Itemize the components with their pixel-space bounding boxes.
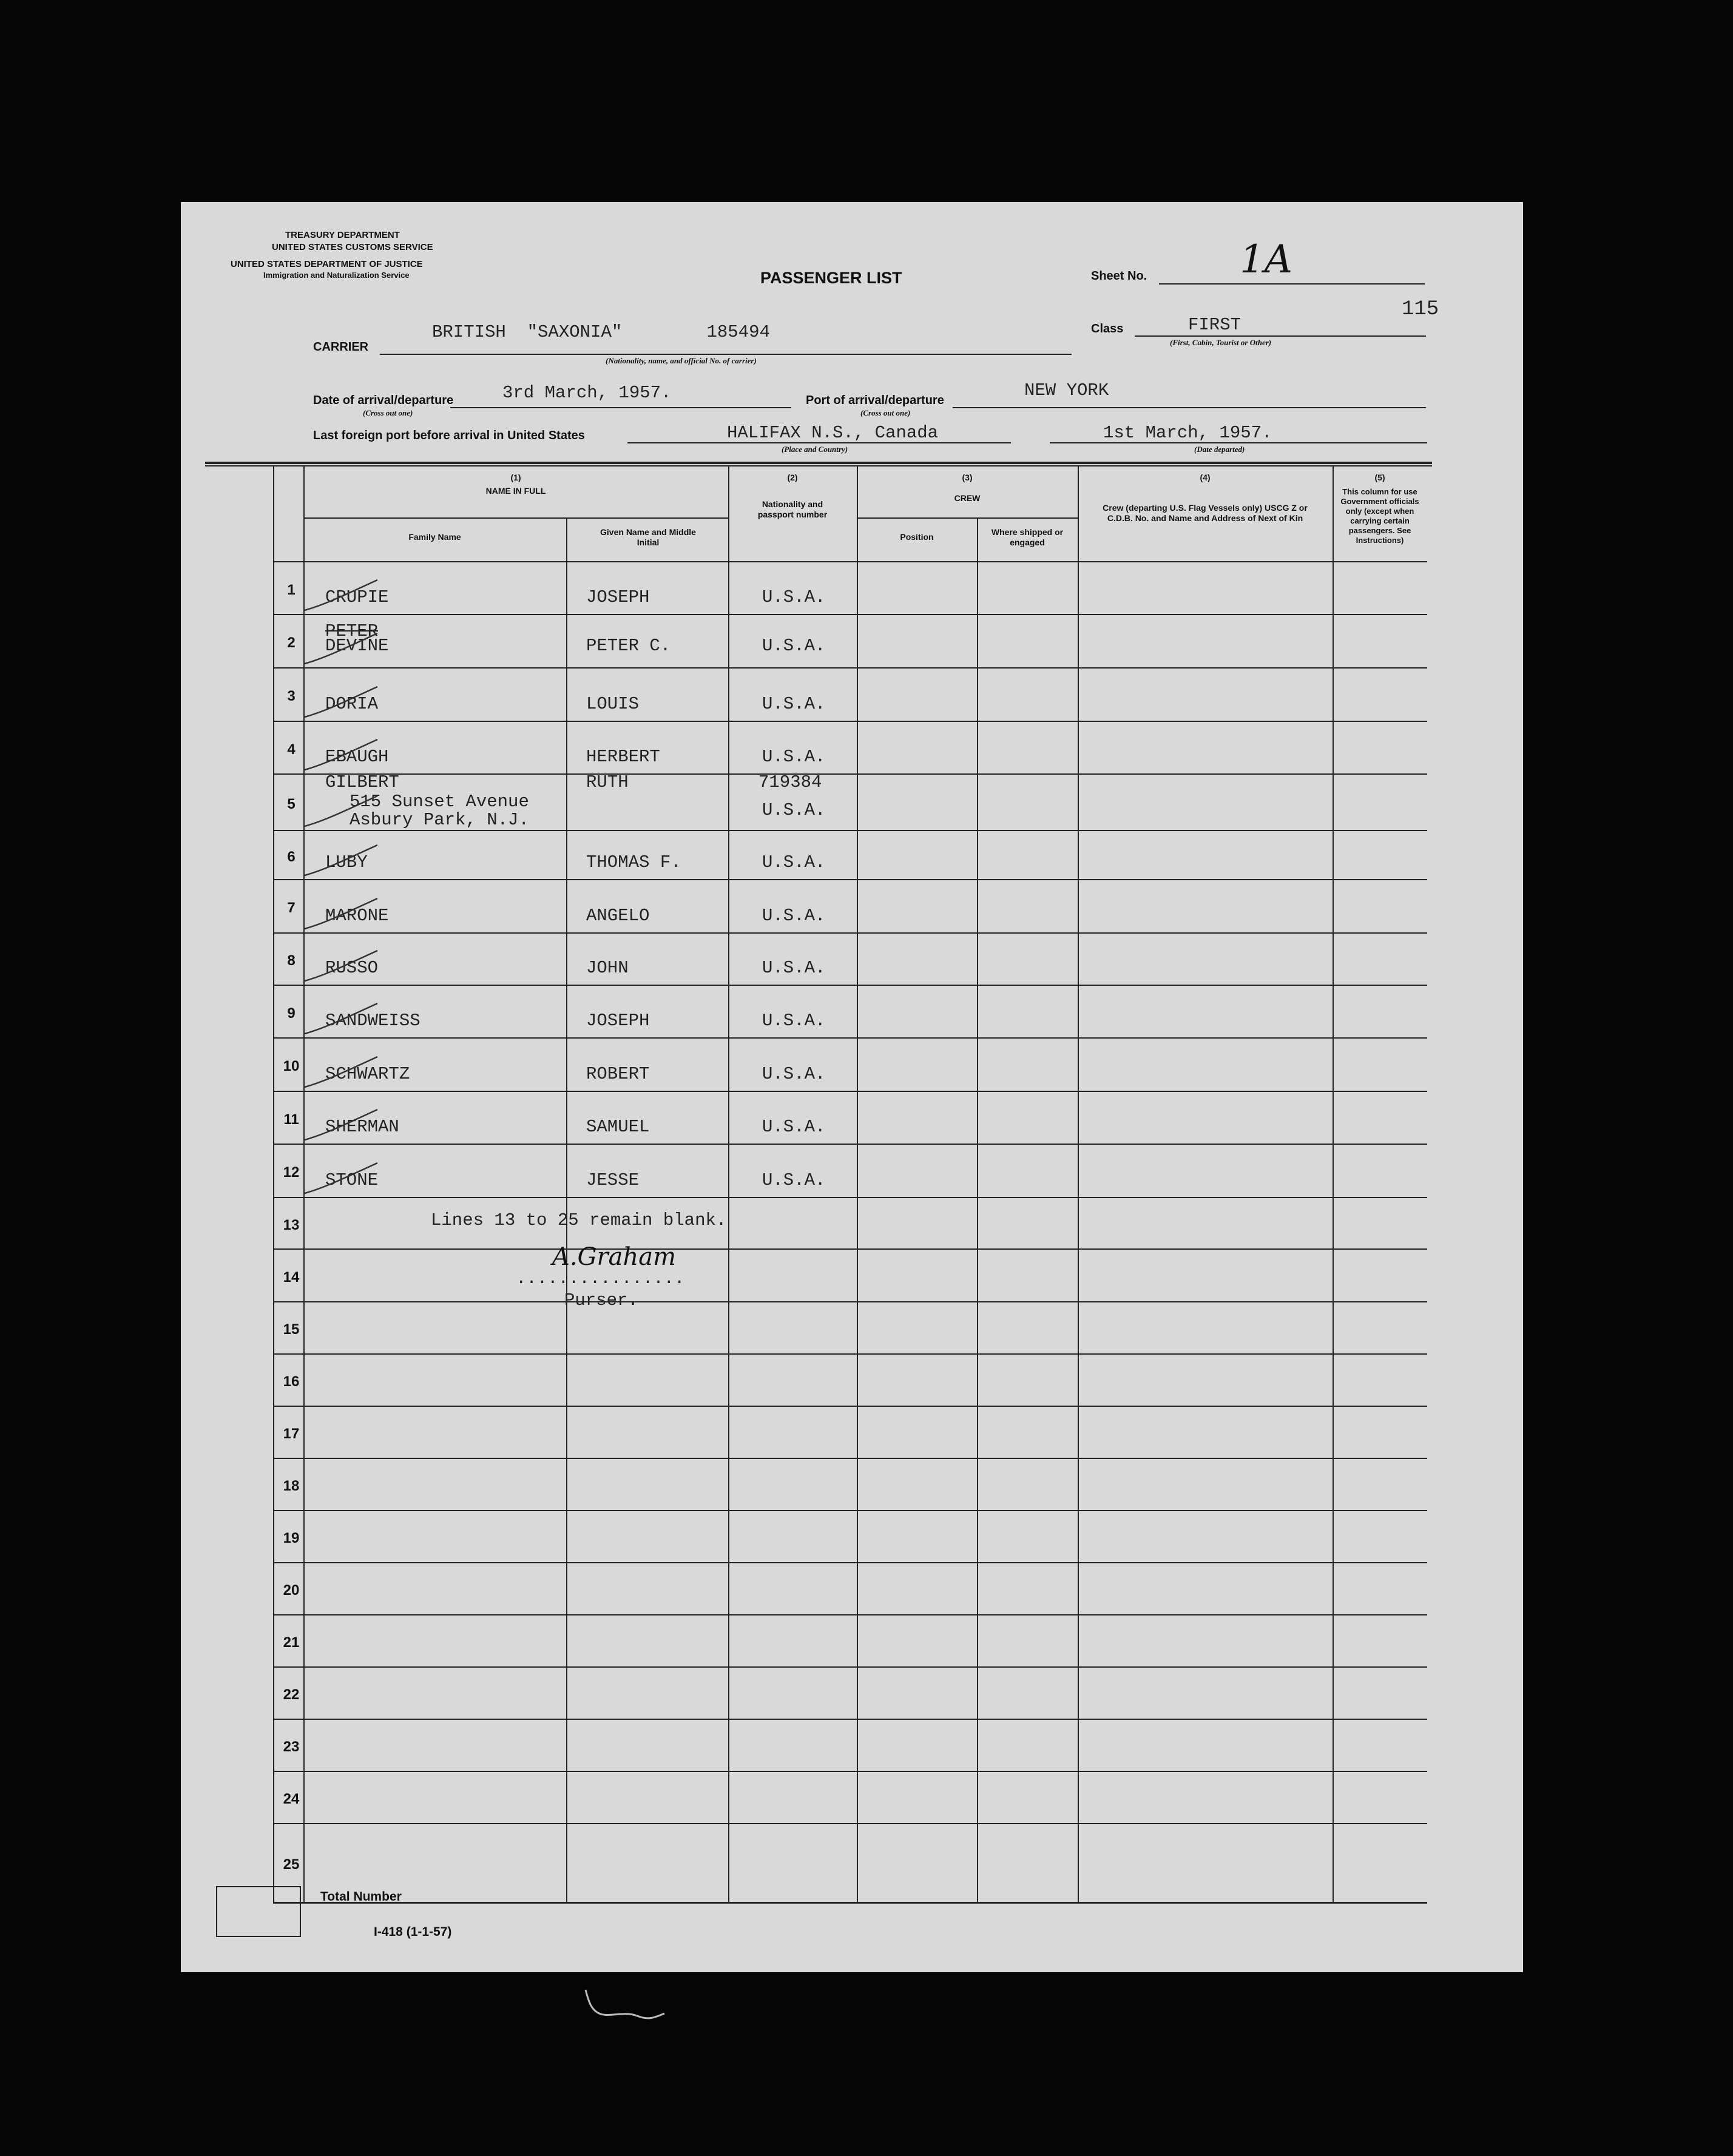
last-port-caption: (Place and Country) [782, 445, 848, 454]
date-departed-caption: (Date departed) [1194, 445, 1245, 454]
row-number: 4 [287, 741, 296, 758]
col5-number: (5) [1374, 473, 1385, 482]
address-line-2: Asbury Park, N.J. [350, 810, 529, 830]
family-name: EBAUGH [325, 747, 389, 767]
date-arrival-value: 3rd March, 1957. [502, 383, 672, 403]
given-name: ROBERT [586, 1064, 650, 1084]
form-title: PASSENGER LIST [760, 269, 902, 287]
row-number: 22 [283, 1686, 300, 1703]
given-name: LOUIS [586, 694, 640, 714]
col5-title: This column for use Government officials only (except when carrying certain passengers. See Instructions) [1340, 487, 1419, 545]
col3-number: (3) [962, 473, 973, 482]
port-label: Port of arrival/departure [806, 394, 944, 407]
row-rule [273, 614, 1427, 615]
family-name: GILBERT [325, 772, 399, 792]
row-number: 6 [287, 848, 296, 865]
port-line [953, 407, 1426, 408]
row-rule [273, 1902, 1427, 1903]
agency-line-1: TREASURY DEPARTMENT [285, 230, 400, 240]
row-rule [273, 1458, 1427, 1459]
carrier-value: BRITISH "SAXONIA" 185494 [432, 322, 770, 342]
row-number: 1 [287, 582, 296, 598]
row-number: 21 [283, 1634, 300, 1651]
total-number-label: Total Number [320, 1890, 402, 1904]
carrier-label: CARRIER [313, 340, 369, 354]
passenger-list-sheet [181, 202, 1523, 1972]
col2-number: (2) [787, 473, 798, 482]
row-rule [273, 1666, 1427, 1668]
nationality: U.S.A. [762, 587, 826, 607]
page-number: 115 [1402, 298, 1439, 321]
carrier-line [380, 354, 1072, 355]
row-rule [273, 773, 1427, 775]
col3-divider [857, 467, 858, 1902]
nationality: U.S.A. [762, 636, 826, 656]
row-rule [273, 985, 1427, 986]
given-name: ANGELO [586, 906, 650, 926]
family-name: SANDWEISS [325, 1011, 421, 1031]
col5-divider [1333, 467, 1334, 1902]
last-port-value: HALIFAX N.S., Canada [727, 423, 939, 443]
row-rule [273, 830, 1427, 831]
given-name: SAMUEL [586, 1117, 650, 1137]
family-given-divider [566, 517, 567, 1902]
family-name: RUSSO [325, 958, 379, 978]
check-slash-mark [302, 578, 381, 614]
row-rule [273, 1823, 1427, 1824]
carrier-caption: (Nationality, name, and official No. of carrier) [606, 356, 757, 365]
row-number: 17 [283, 1426, 300, 1442]
nationality: U.S.A. [762, 1011, 826, 1031]
row-number: 8 [287, 952, 296, 969]
col3-title: CREW [954, 493, 981, 503]
row-rule [273, 1353, 1427, 1355]
port-caption: (Cross out one) [860, 408, 911, 417]
agency-line-2: UNITED STATES CUSTOMS SERVICE [272, 242, 433, 252]
col1-title: NAME IN FULL [485, 486, 546, 496]
class-label: Class [1091, 322, 1124, 335]
row-number: 2 [287, 635, 296, 651]
port-value: NEW YORK [1024, 380, 1109, 400]
check-slash-mark [302, 896, 381, 932]
sheet-no-value: 1A [1240, 237, 1292, 282]
date-arrival-caption: (Cross out one) [363, 408, 413, 417]
row-rule [273, 1091, 1427, 1092]
given-name: PETER C. [586, 636, 671, 656]
row-number: 16 [283, 1373, 300, 1390]
nationality: U.S.A. [762, 906, 826, 926]
class-line [1135, 335, 1426, 337]
family-name: SCHWARTZ [325, 1064, 410, 1084]
nationality: U.S.A. [762, 747, 826, 767]
class-value: FIRST [1188, 315, 1241, 335]
row-rule [273, 1197, 1427, 1198]
col3-position-header: Position [900, 532, 934, 542]
row-rule [273, 1562, 1427, 1563]
sheet-no-line [1159, 283, 1425, 285]
last-port-label: Last foreign port before arrival in United States [313, 429, 585, 442]
row-rule [273, 721, 1427, 722]
agency-line-4: Immigration and Naturalization Service [263, 271, 410, 280]
date-arrival-label: Date of arrival/departure [313, 394, 454, 407]
sheet-no-label: Sheet No. [1091, 269, 1147, 283]
col4-number: (4) [1200, 473, 1211, 482]
row-rule [273, 1510, 1427, 1511]
row-number: 23 [283, 1739, 300, 1755]
family-name: SHERMAN [325, 1117, 399, 1137]
nationality: U.S.A. [762, 1170, 826, 1190]
row-rule [273, 1614, 1427, 1615]
header-bottom-rule [273, 561, 1427, 562]
crew-position-divider [977, 517, 978, 1902]
row-number: 12 [283, 1164, 300, 1181]
col3-where-header: Where shipped or engaged [991, 527, 1064, 547]
given-name: THOMAS F. [586, 852, 681, 872]
col1-given-header: Given Name and Middle Initial [600, 527, 696, 547]
check-slash-mark [302, 1001, 381, 1037]
row-number: 3 [287, 688, 296, 704]
family-name: CRUPIE [325, 587, 389, 607]
row-rule [273, 1037, 1427, 1039]
given-name: RUTH [586, 772, 629, 792]
nationality: U.S.A. [762, 1064, 826, 1084]
row-rule [273, 1406, 1427, 1407]
last-port-line [627, 442, 1011, 443]
total-number-box [216, 1886, 301, 1937]
row-number: 18 [283, 1478, 300, 1494]
row-rule [273, 932, 1427, 934]
nationality: U.S.A. [762, 694, 826, 714]
row-number: 15 [283, 1321, 300, 1338]
check-slash-mark [302, 1161, 381, 1197]
class-caption: (First, Cabin, Tourist or Other) [1170, 338, 1272, 347]
row-rule [273, 667, 1427, 669]
given-name: HERBERT [586, 747, 660, 767]
row-number: 9 [287, 1005, 296, 1022]
subheader-rule-col3 [857, 517, 1078, 519]
table-left-border [273, 467, 274, 1902]
check-slash-mark [302, 1054, 381, 1091]
family-name: LUBY [325, 852, 368, 872]
col2-title: Nationality and passport number [757, 499, 828, 519]
row-number: 24 [283, 1791, 300, 1807]
given-name: JOHN [586, 958, 629, 978]
row-number: 10 [283, 1058, 300, 1074]
address-line-1: 515 Sunset Avenue [350, 792, 529, 812]
row-number: 25 [283, 1856, 300, 1873]
row-number: 14 [283, 1268, 300, 1285]
row-number: 20 [283, 1582, 300, 1598]
row-number: 11 [283, 1111, 299, 1128]
row-rule [273, 1771, 1427, 1772]
scribble-mark [583, 1987, 667, 2023]
check-slash-mark [302, 843, 381, 879]
table-top-rule-2 [205, 465, 1432, 467]
row-number: 13 [283, 1216, 300, 1233]
purser-title: Purser. [564, 1290, 638, 1310]
signature-dots: ................ [516, 1268, 685, 1289]
purser-signature: A.Graham [552, 1243, 677, 1271]
nationality: U.S.A. [762, 800, 826, 820]
check-slash-mark [302, 631, 381, 667]
col1-family-header: Family Name [408, 532, 461, 542]
family-name: MARONE [325, 906, 389, 926]
blank-lines-note: Lines 13 to 25 remain blank. [431, 1210, 727, 1230]
family-name: DEVINE [325, 636, 389, 656]
date-arrival-line [450, 407, 791, 408]
check-slash-mark [302, 684, 381, 721]
given-name: JESSE [586, 1170, 640, 1190]
row-number: 19 [283, 1530, 300, 1546]
agency-line-3: UNITED STATES DEPARTMENT OF JUSTICE [231, 259, 423, 269]
row-rule [273, 1719, 1427, 1720]
passport-number: 719384 [758, 772, 822, 792]
check-slash-mark [302, 793, 381, 830]
row-number: 7 [287, 900, 296, 916]
family-name: DORIA [325, 694, 379, 714]
nationality: U.S.A. [762, 1117, 826, 1137]
check-slash-mark [302, 948, 381, 985]
table-top-rule [205, 462, 1432, 464]
family-name: STONE [325, 1170, 379, 1190]
form-number: I-418 (1-1-57) [374, 1925, 452, 1939]
check-slash-mark [302, 1107, 381, 1144]
row-rule [273, 1248, 1427, 1250]
nationality: U.S.A. [762, 958, 826, 978]
col2-divider [728, 467, 729, 1902]
row-rule [273, 879, 1427, 880]
family-name-struck: PETER [325, 621, 379, 641]
col4-divider [1078, 467, 1079, 1902]
row-rule [273, 1301, 1427, 1302]
given-name: JOSEPH [586, 587, 650, 607]
row-number: 5 [287, 795, 296, 812]
check-slash-mark [302, 737, 381, 773]
given-name: JOSEPH [586, 1011, 650, 1031]
nationality: U.S.A. [762, 852, 826, 872]
subheader-rule-col1 [303, 517, 728, 519]
row-rule [273, 1144, 1427, 1145]
col4-title: Crew (departing U.S. Flag Vessels only) USCG Z or C.D.B. No. and Name and Address of Next of Kin [1103, 503, 1308, 523]
date-departed-line [1050, 442, 1427, 443]
col1-number: (1) [510, 473, 521, 482]
date-departed-value: 1st March, 1957. [1103, 423, 1272, 443]
